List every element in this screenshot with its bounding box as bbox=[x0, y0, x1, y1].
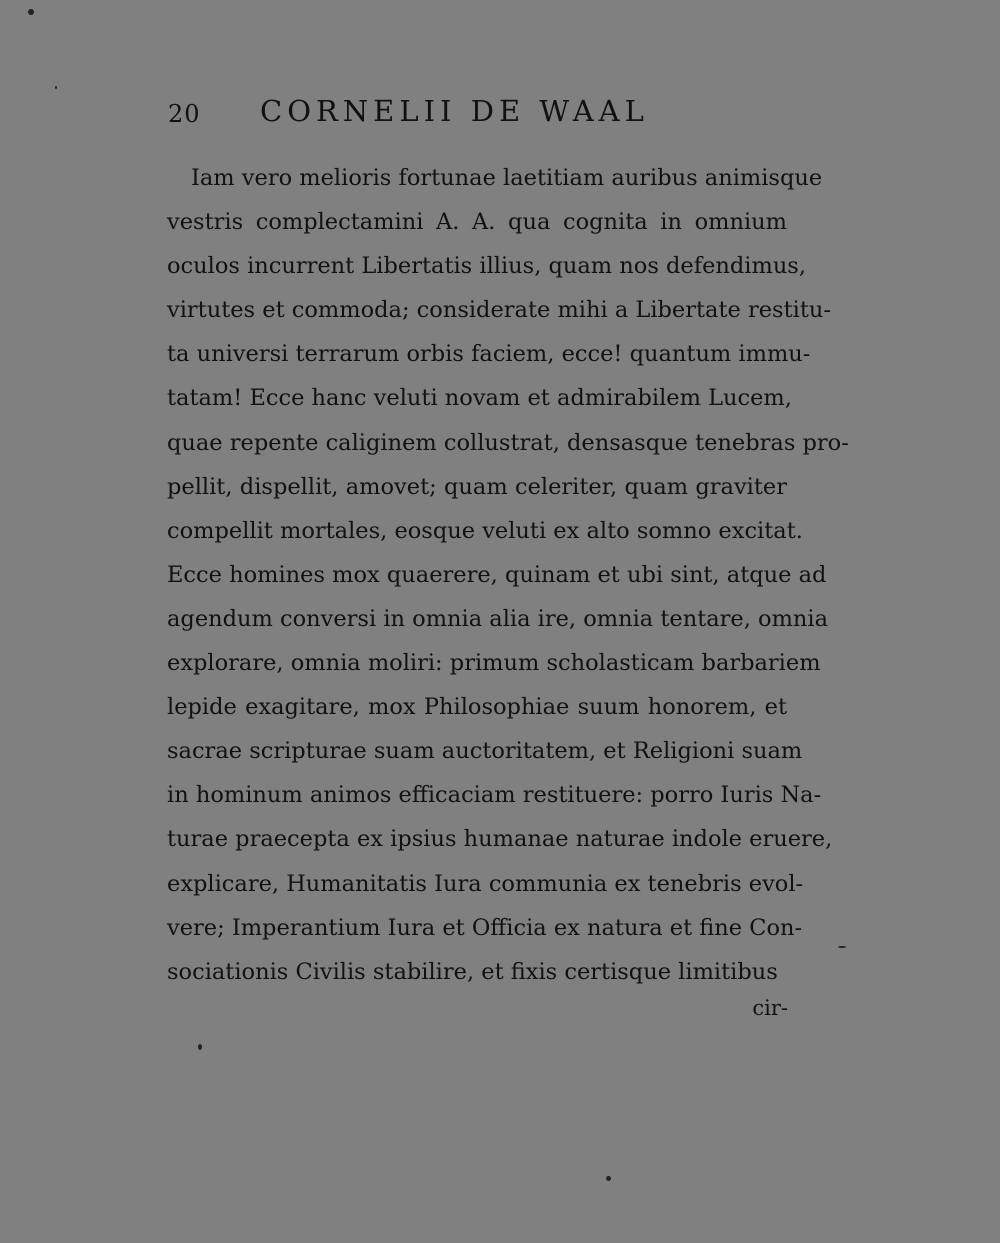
catchword: cir- bbox=[752, 996, 788, 1020]
text-line: lepide exagitare, mox Philosophiae suum honorem, et bbox=[167, 694, 787, 721]
page-number: 20 bbox=[168, 100, 201, 128]
text-line: turae praecepta ex ipsius humanae naturae indole eruere, bbox=[167, 826, 833, 853]
scan-speck bbox=[606, 1176, 611, 1181]
text-line: sacrae scripturae suam auctoritatem, et Religioni suam bbox=[167, 738, 803, 765]
text-line: oculos incurrent Libertatis illius, quam nos defendimus, bbox=[167, 253, 807, 280]
text-line: quae repente caliginem collustrat, densasque tenebras pro- bbox=[167, 429, 849, 456]
running-title: CORNELII DE WAAL bbox=[260, 94, 649, 128]
text-line: vestris complectamini A. A. qua cognita in omnium bbox=[167, 209, 787, 236]
text-line: pellit, dispellit, amovet; quam celeriter, quam graviter bbox=[167, 473, 787, 500]
scan-speck bbox=[198, 1044, 202, 1050]
text-line: Iam vero melioris fortunae laetitiam auribus animisque bbox=[191, 165, 823, 191]
text-line: ta universi terrarum orbis faciem, ecce! quantum immu- bbox=[167, 341, 811, 368]
text-line: agendum conversi in omnia alia ire, omnia tentare, omnia bbox=[167, 605, 829, 632]
text-line: sociationis Civilis stabilire, et fixis certisque limitibus bbox=[167, 958, 778, 985]
running-head bbox=[168, 94, 788, 138]
text-line: explorare, omnia moliri: primum scholasticam barbariem bbox=[167, 650, 821, 677]
text-line: tatam! Ecce hanc veluti novam et admirabilem Lucem, bbox=[167, 385, 792, 412]
text-line: explicare, Humanitatis Iura communia ex tenebris evol- bbox=[167, 870, 804, 897]
scan-speck bbox=[838, 946, 846, 948]
scan-speck bbox=[28, 9, 34, 15]
text-line: vere; Imperantium Iura et Officia ex natura et fine Con- bbox=[167, 914, 803, 941]
text-line: compellit mortales, eosque veluti ex alto somno excitat. bbox=[167, 517, 803, 544]
text-line: in hominum animos efficaciam restituere: porro Iuris Na- bbox=[167, 782, 822, 809]
text-line: Ecce homines mox quaerere, quinam et ubi sint, atque ad bbox=[167, 561, 827, 588]
text-line: virtutes et commoda; considerate mihi a Libertate restitu- bbox=[167, 297, 831, 324]
body-text bbox=[167, 156, 849, 994]
scan-speck bbox=[55, 86, 57, 89]
